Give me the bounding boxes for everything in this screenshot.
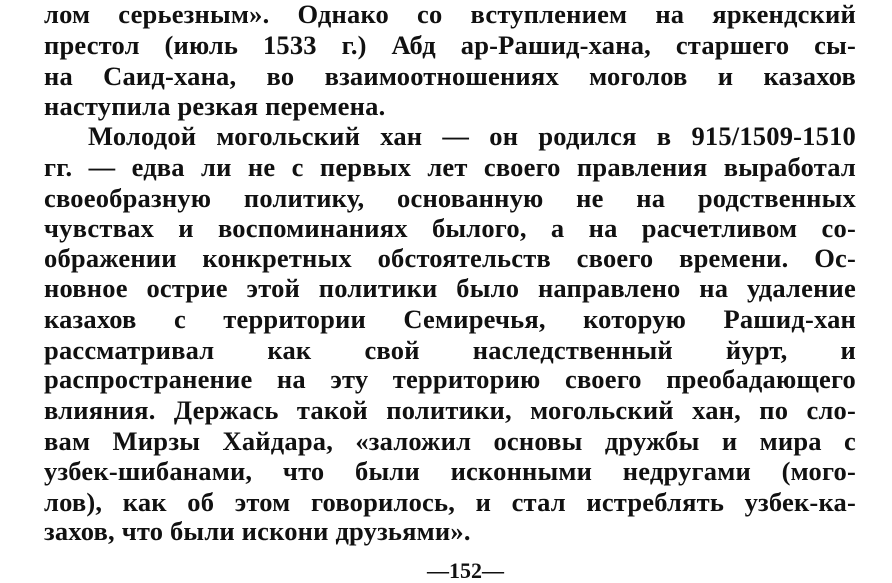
text-line: распространение на эту территорию своего преобадающего [44, 364, 856, 394]
text-line: престол (июль 1533 г.) Абд ар-Рашид-хана, старшего сы- [44, 30, 856, 60]
text-line: своеобразную политику, основанную не на родственных [44, 183, 856, 213]
text-line: лом серьезным». Однако со вступлением на яркендский [44, 0, 856, 29]
text-line: гг. — едва ли не с первых лет своего правления выработал [44, 152, 856, 182]
text-line: на Саид-хана, во взаимоотношениях моголов и казахов [44, 61, 856, 91]
page-number: —152— [427, 558, 504, 583]
text-line: узбек-шибанами, что были исконными недругами (мого- [44, 456, 856, 486]
text-line: казахов с территории Семиречья, которую Рашид-хан [44, 304, 856, 334]
text-line: наступила резкая перемена. [44, 91, 386, 121]
text-line: ображении конкретных обстоятельств своего времени. Ос- [44, 243, 856, 273]
text-line: вам Мирзы Хайдара, «заложил основы дружбы и мира с [44, 426, 856, 456]
text-line: лов), как об этом говорилось, и стал истреблять узбек-ка- [44, 487, 856, 517]
document-page [44, 0, 856, 583]
text-line: новное острие этой политики было направлено на удаление [44, 273, 856, 303]
text-line: Молодой могольский хан — он родился в 915/1509-1510 [88, 121, 856, 151]
text-line: рассматривал как свой наследственный йурт, и [44, 335, 856, 365]
text-line: захов, что были искони друзьями». [44, 516, 471, 546]
text-line: влияния. Держась такой политики, могольский хан, по сло- [44, 395, 856, 425]
text-line: чувствах и воспоминаниях былого, а на расчетливом со- [44, 213, 856, 243]
